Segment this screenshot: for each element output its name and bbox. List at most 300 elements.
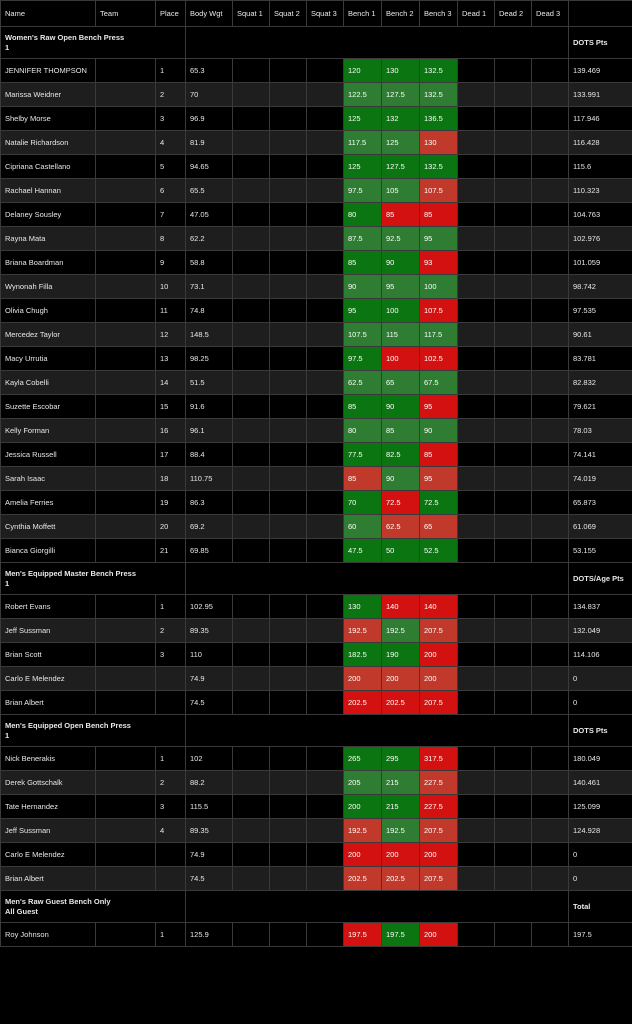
cell-bodywgt: 89.35 — [186, 619, 233, 643]
cell-squat1 — [233, 443, 270, 467]
cell-name: Olivia Chugh — [1, 299, 96, 323]
cell-bench2: 190 — [382, 643, 420, 667]
cell-points: 117.946 — [569, 107, 632, 131]
table-row[interactable] — [1, 867, 632, 891]
cell-bench2: 127.5 — [382, 155, 420, 179]
cell-team — [96, 515, 156, 539]
cell-bench1: 80 — [344, 419, 382, 443]
cell-bench2: 202.5 — [382, 867, 420, 891]
cell-name: Natalie Richardson — [1, 131, 96, 155]
cell-dead2 — [495, 595, 532, 619]
cell-points: 114.106 — [569, 643, 632, 667]
cell-bench3: 93 — [420, 251, 458, 275]
cell-bodywgt: 74.5 — [186, 867, 233, 891]
cell-squat3 — [307, 347, 344, 371]
cell-team — [96, 371, 156, 395]
cell-bench1: 97.5 — [344, 179, 382, 203]
cell-bodywgt: 74.8 — [186, 299, 233, 323]
cell-dead2 — [495, 467, 532, 491]
cell-bodywgt: 148.5 — [186, 323, 233, 347]
table-body — [1, 27, 632, 947]
table-row[interactable] — [1, 747, 632, 771]
cell-bodywgt: 91.6 — [186, 395, 233, 419]
cell-squat1 — [233, 155, 270, 179]
cell-bench1: 200 — [344, 843, 382, 867]
column-header-squat1[interactable]: Squat 1 — [233, 1, 270, 27]
cell-dead1 — [458, 491, 495, 515]
cell-bench2: 200 — [382, 667, 420, 691]
cell-bodywgt: 74.5 — [186, 691, 233, 715]
cell-bench3: 207.5 — [420, 691, 458, 715]
cell-bodywgt: 110.75 — [186, 467, 233, 491]
table-row[interactable] — [1, 395, 632, 419]
table-row[interactable] — [1, 419, 632, 443]
table-row[interactable] — [1, 443, 632, 467]
cell-dead2 — [495, 179, 532, 203]
cell-squat3 — [307, 771, 344, 795]
cell-bench2: 125 — [382, 131, 420, 155]
cell-team — [96, 667, 156, 691]
cell-bench2: 192.5 — [382, 819, 420, 843]
cell-bench1: 202.5 — [344, 691, 382, 715]
cell-squat2 — [270, 923, 307, 947]
cell-bench1: 60 — [344, 515, 382, 539]
cell-points: 83.781 — [569, 347, 632, 371]
cell-place: 5 — [156, 155, 186, 179]
cell-name: Delaney Sousley — [1, 203, 96, 227]
cell-points: 0 — [569, 843, 632, 867]
cell-bench2: 95 — [382, 275, 420, 299]
cell-bench3: 52.5 — [420, 539, 458, 563]
cell-squat2 — [270, 539, 307, 563]
cell-place: 18 — [156, 467, 186, 491]
cell-points: 197.5 — [569, 923, 632, 947]
cell-dead2 — [495, 515, 532, 539]
column-header-dead2[interactable]: Dead 2 — [495, 1, 532, 27]
table-row[interactable] — [1, 491, 632, 515]
table-row[interactable] — [1, 923, 632, 947]
cell-squat3 — [307, 59, 344, 83]
cell-name: Brian Scott — [1, 643, 96, 667]
cell-place: 1 — [156, 595, 186, 619]
cell-place: 1 — [156, 923, 186, 947]
section-subtitle: 1 — [5, 578, 10, 588]
cell-dead3 — [532, 667, 569, 691]
cell-name: Carlo E Melendez — [1, 667, 96, 691]
cell-bench1: 97.5 — [344, 347, 382, 371]
cell-points: 0 — [569, 691, 632, 715]
cell-points: 139.469 — [569, 59, 632, 83]
section-points-header: DOTS Pts — [569, 27, 632, 59]
cell-squat1 — [233, 643, 270, 667]
cell-squat1 — [233, 747, 270, 771]
cell-dead1 — [458, 443, 495, 467]
cell-bodywgt: 47.05 — [186, 203, 233, 227]
cell-bench2: 72.5 — [382, 491, 420, 515]
cell-dead3 — [532, 747, 569, 771]
cell-squat2 — [270, 83, 307, 107]
cell-dead1 — [458, 595, 495, 619]
cell-points: 98.742 — [569, 275, 632, 299]
cell-squat2 — [270, 515, 307, 539]
cell-bench1: 192.5 — [344, 819, 382, 843]
table-row[interactable] — [1, 299, 632, 323]
section-title-cell — [1, 27, 186, 59]
section-title: Women's Raw Open Bench Press — [5, 33, 125, 43]
table-row[interactable] — [1, 179, 632, 203]
cell-points: 116.428 — [569, 131, 632, 155]
cell-bodywgt: 96.1 — [186, 419, 233, 443]
cell-bench1: 122.5 — [344, 83, 382, 107]
cell-bench2: 202.5 — [382, 691, 420, 715]
cell-squat1 — [233, 83, 270, 107]
table-row[interactable] — [1, 251, 632, 275]
cell-dead2 — [495, 419, 532, 443]
cell-bench2: 65 — [382, 371, 420, 395]
column-header-squat3[interactable]: Squat 3 — [307, 1, 344, 27]
cell-team — [96, 275, 156, 299]
cell-squat3 — [307, 795, 344, 819]
table-row[interactable] — [1, 107, 632, 131]
cell-bench3: 85 — [420, 443, 458, 467]
cell-dead3 — [532, 467, 569, 491]
cell-dead1 — [458, 107, 495, 131]
cell-bodywgt: 65.5 — [186, 179, 233, 203]
cell-dead3 — [532, 819, 569, 843]
table-row[interactable] — [1, 795, 632, 819]
cell-squat1 — [233, 819, 270, 843]
column-header-bodywgt[interactable]: Body Wgt — [186, 1, 233, 27]
cell-squat2 — [270, 323, 307, 347]
cell-points: 0 — [569, 867, 632, 891]
cell-squat1 — [233, 667, 270, 691]
cell-squat2 — [270, 131, 307, 155]
section-title-cell — [1, 563, 186, 595]
section-points-header: DOTS/Age Pts — [569, 563, 632, 595]
cell-place: 10 — [156, 275, 186, 299]
cell-name: Wynonah Filla — [1, 275, 96, 299]
cell-squat1 — [233, 795, 270, 819]
cell-bodywgt: 65.3 — [186, 59, 233, 83]
cell-dead1 — [458, 771, 495, 795]
cell-dead1 — [458, 843, 495, 867]
cell-dead1 — [458, 619, 495, 643]
cell-name: Shelby Morse — [1, 107, 96, 131]
cell-squat1 — [233, 923, 270, 947]
cell-dead2 — [495, 299, 532, 323]
table-row[interactable] — [1, 771, 632, 795]
cell-squat3 — [307, 819, 344, 843]
cell-squat3 — [307, 619, 344, 643]
cell-dead3 — [532, 515, 569, 539]
cell-dead3 — [532, 643, 569, 667]
cell-name: Mercedez Taylor — [1, 323, 96, 347]
cell-dead1 — [458, 179, 495, 203]
cell-squat1 — [233, 323, 270, 347]
cell-dead1 — [458, 59, 495, 83]
table-row[interactable] — [1, 59, 632, 83]
column-header-place[interactable]: Place — [156, 1, 186, 27]
section-spacer-cell — [186, 563, 569, 595]
table-row[interactable] — [1, 819, 632, 843]
cell-team — [96, 539, 156, 563]
cell-dead2 — [495, 203, 532, 227]
cell-squat3 — [307, 643, 344, 667]
cell-bench3: 90 — [420, 419, 458, 443]
cell-name: Derek Gottschalk — [1, 771, 96, 795]
cell-points: 65.873 — [569, 491, 632, 515]
table-row[interactable] — [1, 667, 632, 691]
table-row[interactable] — [1, 515, 632, 539]
cell-bench3: 100 — [420, 275, 458, 299]
cell-squat2 — [270, 299, 307, 323]
cell-squat2 — [270, 155, 307, 179]
table-row[interactable] — [1, 539, 632, 563]
section-title-cell — [1, 715, 186, 747]
cell-bodywgt: 73.1 — [186, 275, 233, 299]
column-header-bench3[interactable]: Bench 3 — [420, 1, 458, 27]
table-row[interactable] — [1, 467, 632, 491]
cell-dead3 — [532, 179, 569, 203]
cell-bench1: 200 — [344, 795, 382, 819]
cell-squat2 — [270, 843, 307, 867]
cell-dead1 — [458, 691, 495, 715]
cell-dead2 — [495, 323, 532, 347]
column-header-bench1[interactable]: Bench 1 — [344, 1, 382, 27]
section-title-cell — [1, 891, 186, 923]
section-points-header: Total — [569, 891, 632, 923]
table-row[interactable] — [1, 275, 632, 299]
cell-dead1 — [458, 155, 495, 179]
cell-bench1: 205 — [344, 771, 382, 795]
cell-bench1: 192.5 — [344, 619, 382, 643]
cell-points: 102.976 — [569, 227, 632, 251]
cell-name: Kayla Cobelli — [1, 371, 96, 395]
column-header-squat2[interactable]: Squat 2 — [270, 1, 307, 27]
cell-bench1: 200 — [344, 667, 382, 691]
column-header-dead3[interactable]: Dead 3 — [532, 1, 569, 27]
cell-squat2 — [270, 443, 307, 467]
cell-team — [96, 619, 156, 643]
section-subtitle: 1 — [5, 730, 10, 740]
cell-place: 9 — [156, 251, 186, 275]
cell-bench3: 200 — [420, 667, 458, 691]
column-header-name[interactable]: Name — [1, 1, 96, 27]
section-subtitle: 1 — [5, 42, 10, 52]
cell-dead1 — [458, 347, 495, 371]
cell-squat1 — [233, 419, 270, 443]
cell-bench1: 107.5 — [344, 323, 382, 347]
cell-dead1 — [458, 419, 495, 443]
cell-squat2 — [270, 371, 307, 395]
cell-dead1 — [458, 515, 495, 539]
cell-points: 82.832 — [569, 371, 632, 395]
cell-dead1 — [458, 819, 495, 843]
cell-place: 4 — [156, 131, 186, 155]
table-row[interactable] — [1, 203, 632, 227]
section-title: Men's Equipped Master Bench Press — [5, 569, 136, 579]
cell-squat3 — [307, 443, 344, 467]
cell-points: 97.535 — [569, 299, 632, 323]
cell-name: Sarah Isaac — [1, 467, 96, 491]
cell-name: Macy Urrutia — [1, 347, 96, 371]
cell-bodywgt: 69.2 — [186, 515, 233, 539]
section-spacer-cell — [186, 715, 569, 747]
cell-bench2: 50 — [382, 539, 420, 563]
cell-name: Jeff Sussman — [1, 619, 96, 643]
table-row[interactable] — [1, 323, 632, 347]
cell-bench2: 90 — [382, 395, 420, 419]
cell-name: Tate Hernandez — [1, 795, 96, 819]
cell-squat1 — [233, 347, 270, 371]
cell-place: 14 — [156, 371, 186, 395]
cell-dead2 — [495, 643, 532, 667]
section-header-row — [1, 891, 632, 923]
table-row[interactable] — [1, 619, 632, 643]
section-spacer-cell — [186, 891, 569, 923]
table-row[interactable] — [1, 227, 632, 251]
cell-bench3: 67.5 — [420, 371, 458, 395]
table-row[interactable] — [1, 691, 632, 715]
cell-team — [96, 771, 156, 795]
cell-dead3 — [532, 619, 569, 643]
cell-dead1 — [458, 227, 495, 251]
cell-dead2 — [495, 107, 532, 131]
cell-bench2: 100 — [382, 347, 420, 371]
table-row[interactable] — [1, 347, 632, 371]
cell-bench2: 215 — [382, 771, 420, 795]
column-header-bench2[interactable]: Bench 2 — [382, 1, 420, 27]
cell-bench3: 317.5 — [420, 747, 458, 771]
cell-dead3 — [532, 299, 569, 323]
cell-squat1 — [233, 595, 270, 619]
column-header-points[interactable] — [569, 1, 632, 27]
cell-bench1: 117.5 — [344, 131, 382, 155]
cell-dead2 — [495, 691, 532, 715]
cell-dead1 — [458, 923, 495, 947]
cell-bench2: 132 — [382, 107, 420, 131]
cell-bench1: 120 — [344, 59, 382, 83]
cell-bodywgt: 81.9 — [186, 131, 233, 155]
table-row[interactable] — [1, 371, 632, 395]
cell-dead3 — [532, 155, 569, 179]
cell-squat1 — [233, 371, 270, 395]
cell-place — [156, 843, 186, 867]
cell-squat2 — [270, 347, 307, 371]
table-row[interactable] — [1, 843, 632, 867]
cell-bench2: 90 — [382, 467, 420, 491]
cell-bench3: 132.5 — [420, 155, 458, 179]
cell-squat3 — [307, 467, 344, 491]
table-row[interactable] — [1, 595, 632, 619]
cell-team — [96, 179, 156, 203]
table-row[interactable] — [1, 83, 632, 107]
cell-bodywgt: 88.2 — [186, 771, 233, 795]
cell-bench3: 207.5 — [420, 619, 458, 643]
table-row[interactable] — [1, 643, 632, 667]
cell-team — [96, 643, 156, 667]
cell-dead2 — [495, 131, 532, 155]
cell-bench3: 107.5 — [420, 299, 458, 323]
table-header — [1, 1, 632, 27]
cell-team — [96, 323, 156, 347]
cell-dead3 — [532, 59, 569, 83]
cell-bench3: 102.5 — [420, 347, 458, 371]
cell-bench3: 130 — [420, 131, 458, 155]
section-title: Men's Raw Guest Bench Only — [5, 897, 111, 907]
cell-team — [96, 251, 156, 275]
cell-squat1 — [233, 771, 270, 795]
cell-points: 79.621 — [569, 395, 632, 419]
cell-points: 53.155 — [569, 539, 632, 563]
cell-place — [156, 691, 186, 715]
cell-squat2 — [270, 419, 307, 443]
cell-name: Rayna Mata — [1, 227, 96, 251]
cell-bench2: 215 — [382, 795, 420, 819]
table-row[interactable] — [1, 155, 632, 179]
cell-bench2: 90 — [382, 251, 420, 275]
cell-squat3 — [307, 107, 344, 131]
cell-dead2 — [495, 795, 532, 819]
cell-dead3 — [532, 491, 569, 515]
cell-bench3: 200 — [420, 643, 458, 667]
cell-bench3: 72.5 — [420, 491, 458, 515]
cell-squat3 — [307, 371, 344, 395]
cell-points: 133.991 — [569, 83, 632, 107]
cell-bench3: 65 — [420, 515, 458, 539]
table-row[interactable] — [1, 131, 632, 155]
cell-team — [96, 155, 156, 179]
cell-dead3 — [532, 323, 569, 347]
cell-bench1: 125 — [344, 107, 382, 131]
cell-bench3: 85 — [420, 203, 458, 227]
cell-squat2 — [270, 771, 307, 795]
column-header-dead1[interactable]: Dead 1 — [458, 1, 495, 27]
cell-name: Cynthia Moffett — [1, 515, 96, 539]
cell-points: 0 — [569, 667, 632, 691]
cell-dead2 — [495, 667, 532, 691]
cell-bench1: 125 — [344, 155, 382, 179]
cell-place: 3 — [156, 795, 186, 819]
cell-dead2 — [495, 619, 532, 643]
cell-points: 78.03 — [569, 419, 632, 443]
cell-dead2 — [495, 923, 532, 947]
cell-team — [96, 443, 156, 467]
cell-name: Marissa Weidner — [1, 83, 96, 107]
cell-squat1 — [233, 131, 270, 155]
cell-squat2 — [270, 491, 307, 515]
cell-dead1 — [458, 131, 495, 155]
cell-squat2 — [270, 819, 307, 843]
cell-team — [96, 395, 156, 419]
cell-squat2 — [270, 691, 307, 715]
cell-squat1 — [233, 179, 270, 203]
cell-place: 17 — [156, 443, 186, 467]
cell-bench3: 107.5 — [420, 179, 458, 203]
cell-dead3 — [532, 691, 569, 715]
cell-place: 2 — [156, 83, 186, 107]
cell-bodywgt: 98.25 — [186, 347, 233, 371]
cell-bodywgt: 110 — [186, 643, 233, 667]
cell-place: 15 — [156, 395, 186, 419]
cell-dead3 — [532, 867, 569, 891]
cell-squat3 — [307, 539, 344, 563]
cell-bodywgt: 88.4 — [186, 443, 233, 467]
cell-bench2: 130 — [382, 59, 420, 83]
cell-points: 134.837 — [569, 595, 632, 619]
column-header-team[interactable]: Team — [96, 1, 156, 27]
cell-dead3 — [532, 443, 569, 467]
